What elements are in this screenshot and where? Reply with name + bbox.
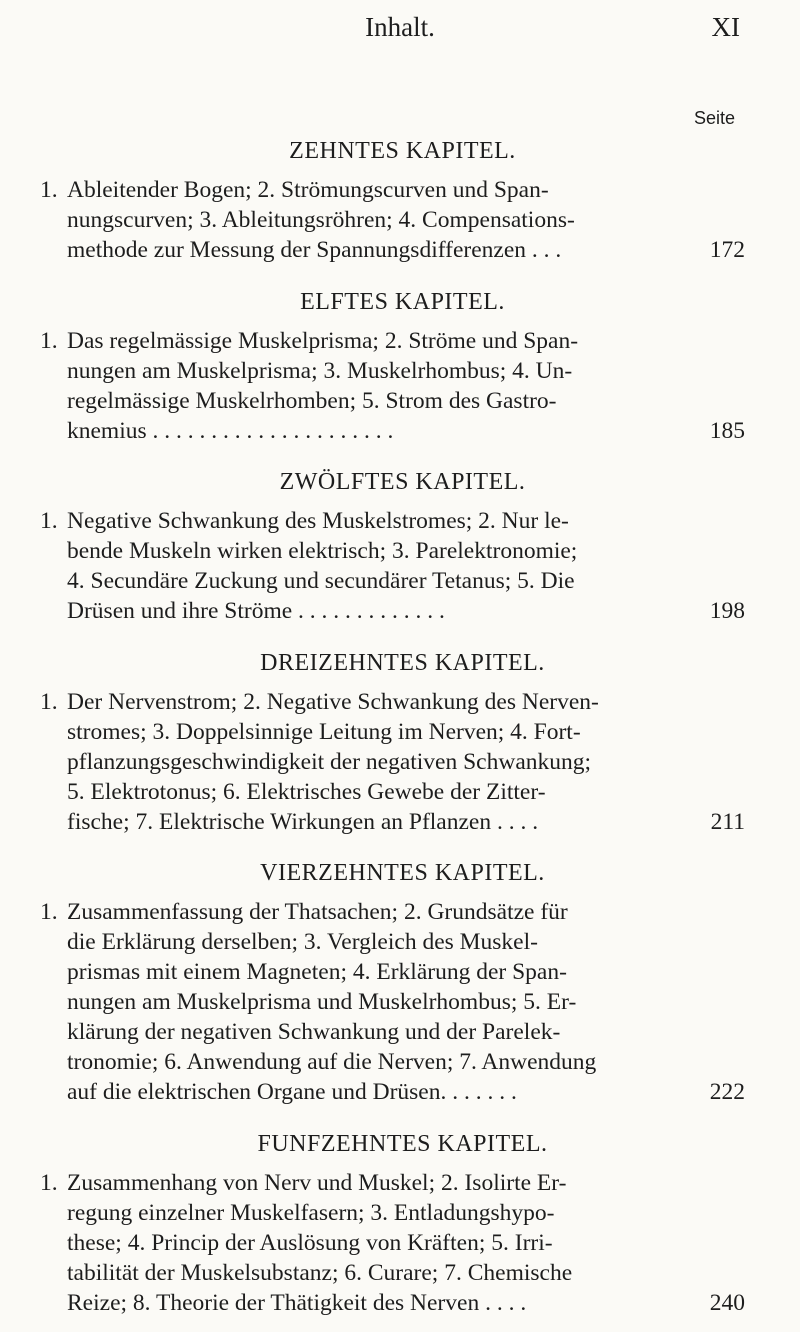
entry-text <box>67 897 745 1107</box>
entry-text <box>67 175 745 265</box>
chapter-title: DREIZEHNTES KAPITEL. <box>260 649 545 676</box>
entry-line: bende Muskeln wirken elektrisch; 3. Parelektronomie; <box>67 538 578 565</box>
entry-page-number: 222 <box>709 1079 745 1106</box>
entry-text <box>67 687 745 837</box>
entry-line: fische; 7. Elektrische Wirkungen an Pflanzen . . . . <box>67 808 539 835</box>
entry-line: 5. Elektrotonus; 6. Elektrisches Gewebe der Zitter- <box>67 778 546 805</box>
entry-number: 1. <box>40 327 58 354</box>
entry-line: tronomie; 6. Anwendung auf die Nerven; 7. Anwendung <box>67 1049 597 1076</box>
entry-line: regelmässige Muskelrhomben; 5. Strom des Gastro- <box>67 387 557 414</box>
toc-entry <box>40 175 745 265</box>
chapter-title: VIERZEHNTES KAPITEL. <box>260 860 545 887</box>
entry-page-number: 240 <box>709 1290 745 1316</box>
chapter-section <box>40 469 745 626</box>
chapter-title: FUNFZEHNTES KAPITEL. <box>257 1131 548 1157</box>
entry-page-number: 198 <box>709 598 745 625</box>
running-title: Inhalt. <box>365 12 435 42</box>
entry-number: 1. <box>40 177 58 203</box>
entry-page-number: 172 <box>709 237 745 263</box>
entry-text <box>67 326 745 446</box>
entry-line: methode zur Messung der Spannungsdifferenzen . . . <box>67 237 562 263</box>
entry-line: Reize; 8. Theorie der Thätigkeit des Nerven . . . . <box>67 1290 527 1316</box>
entry-line: Zusammenfassung der Thatsachen; 2. Grundsätze für <box>67 899 568 926</box>
entry-number: 1. <box>40 508 58 535</box>
entry-line: Drüsen und ihre Ströme . . . . . . . . . . . . . <box>67 598 445 625</box>
chapter-title: ZEHNTES KAPITEL. <box>289 138 516 164</box>
entry-page-number: 185 <box>709 417 745 444</box>
running-head <box>60 12 740 52</box>
toc-entry <box>40 897 745 1107</box>
entry-line: auf die elektrischen Organe und Drüsen. . . . . . . <box>67 1079 517 1106</box>
entry-line: prismas mit einem Magneten; 4. Erklärung der Span- <box>67 959 567 986</box>
entry-line: pflanzungsgeschwindigkeit der negativen Schwankung; <box>67 748 592 775</box>
chapter-title: ZWÖLFTES KAPITEL. <box>279 469 526 496</box>
toc-entry <box>40 1168 745 1318</box>
entry-line: nungen am Muskelprisma; 3. Muskelrhombus; 4. Un- <box>67 357 573 384</box>
toc-entry <box>40 326 745 446</box>
entry-line: Zusammenhang von Nerv und Muskel; 2. Isolirte Er- <box>67 1170 567 1196</box>
page-column-label: Seite <box>693 108 735 128</box>
chapter-section <box>40 650 745 837</box>
entry-line: Das regelmässige Muskelprisma; 2. Ströme und Span- <box>67 327 579 354</box>
entry-text <box>67 1168 745 1318</box>
entry-line: nungen am Muskelprisma und Muskelrhombus; 5. Er- <box>67 989 577 1016</box>
chapter-section <box>40 289 745 446</box>
toc-entry <box>40 506 745 626</box>
entry-line: stromes; 3. Doppelsinnige Leitung im Nerven; 4. Fort- <box>67 718 581 745</box>
entry-line: nungscurven; 3. Ableitungsröhren; 4. Compensations- <box>67 207 575 233</box>
entry-line: regung einzelner Muskelfasern; 3. Entladungshypo- <box>67 1200 555 1226</box>
entry-line: 4. Secundäre Zuckung und secundärer Tetanus; 5. Die <box>67 568 575 595</box>
entry-line: knemius . . . . . . . . . . . . . . . . . . . . . <box>67 417 394 444</box>
entry-line: Ableitender Bogen; 2. Strömungscurven und Span- <box>67 177 549 203</box>
entry-line: Negative Schwankung des Muskelstromes; 2. Nur le- <box>67 508 569 535</box>
entry-number: 1. <box>40 688 58 715</box>
chapter-title: ELFTES KAPITEL. <box>300 288 505 315</box>
toc-entry <box>40 687 745 837</box>
entry-text <box>67 506 745 626</box>
chapter-section <box>40 1131 745 1318</box>
entry-line: die Erklärung derselben; 3. Vergleich des Muskel- <box>67 929 538 956</box>
entry-number: 1. <box>40 899 58 926</box>
entry-line: klärung der negativen Schwankung und der Parelek- <box>67 1019 561 1046</box>
entry-number: 1. <box>40 1170 58 1196</box>
chapter-section <box>40 860 745 1107</box>
entry-line: these; 4. Princip der Auslösung von Kräften; 5. Irri- <box>67 1230 553 1256</box>
entry-page-number: 211 <box>710 808 745 835</box>
running-page-number: XI <box>711 12 740 42</box>
entry-line: tabilität der Muskelsubstanz; 6. Curare; 7. Chemische <box>67 1260 573 1286</box>
entry-line: Der Nervenstrom; 2. Negative Schwankung des Nerven- <box>67 688 599 715</box>
chapter-section <box>40 138 745 265</box>
